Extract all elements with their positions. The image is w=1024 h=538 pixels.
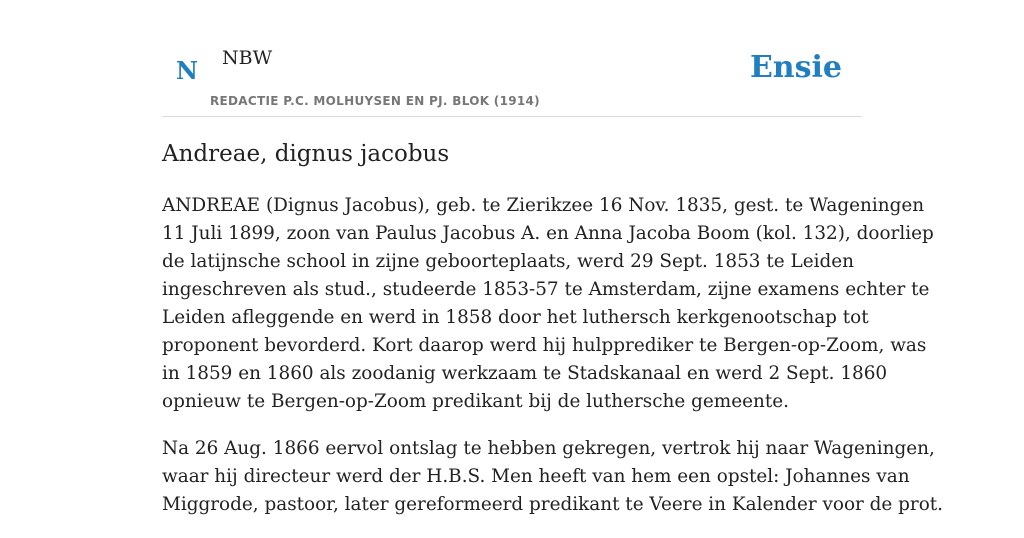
text-line: Leiden afleggende en werd in 1858 door het luthersch kerkgenootschap tot	[162, 307, 869, 328]
paragraph	[162, 192, 934, 416]
text-line: opnieuw te Bergen-op-Zoom predikant bij de luthersche gemeente.	[162, 391, 789, 412]
text-line: proponent bevorderd. Kort daarop werd hij hulpprediker te Bergen-op-Zoom, was	[162, 335, 927, 356]
source-name[interactable]: NBW	[222, 47, 273, 69]
header	[162, 0, 862, 117]
text-line: ingeschreven als stud., studeerde 1853-57 te Amsterdam, zijne examens echter te	[162, 279, 930, 300]
text-line: Na 26 Aug. 1866 eervol ontslag te hebben gekregen, vertrok hij naar Wageningen,	[162, 438, 935, 459]
source-logo[interactable]: N	[176, 56, 198, 85]
brand-logo[interactable]: Ensie	[749, 50, 842, 85]
page-title: Andreae, dignus jacobus	[162, 141, 450, 167]
source-subtitle: REDACTIE P.C. MOLHUYSEN EN PJ. BLOK (1914)	[210, 94, 540, 108]
text-line: in 1859 en 1860 als zoodanig werkzaam te Stadskanaal en werd 2 Sept. 1860	[162, 363, 888, 384]
paragraph	[162, 435, 944, 519]
text-line: waar hij directeur werd der H.B.S. Men heeft van hem een opstel: Johannes van	[162, 466, 910, 487]
article-body	[162, 192, 944, 538]
text-line: Miggrode, pastoor, later gereformeerd predikant te Veere in Kalender voor de prot.	[162, 494, 944, 515]
text-line: ANDREAE (Dignus Jacobus), geb. te Zierikzee 16 Nov. 1835, gest. te Wageningen	[162, 195, 925, 216]
text-line: 11 Juli 1899, zoon van Paulus Jacobus A. en Anna Jacoba Boom (kol. 132), doorliep	[162, 223, 934, 244]
text-line: de latijnsche school in zijne geboorteplaats, werd 29 Sept. 1853 te Leiden	[162, 251, 854, 272]
